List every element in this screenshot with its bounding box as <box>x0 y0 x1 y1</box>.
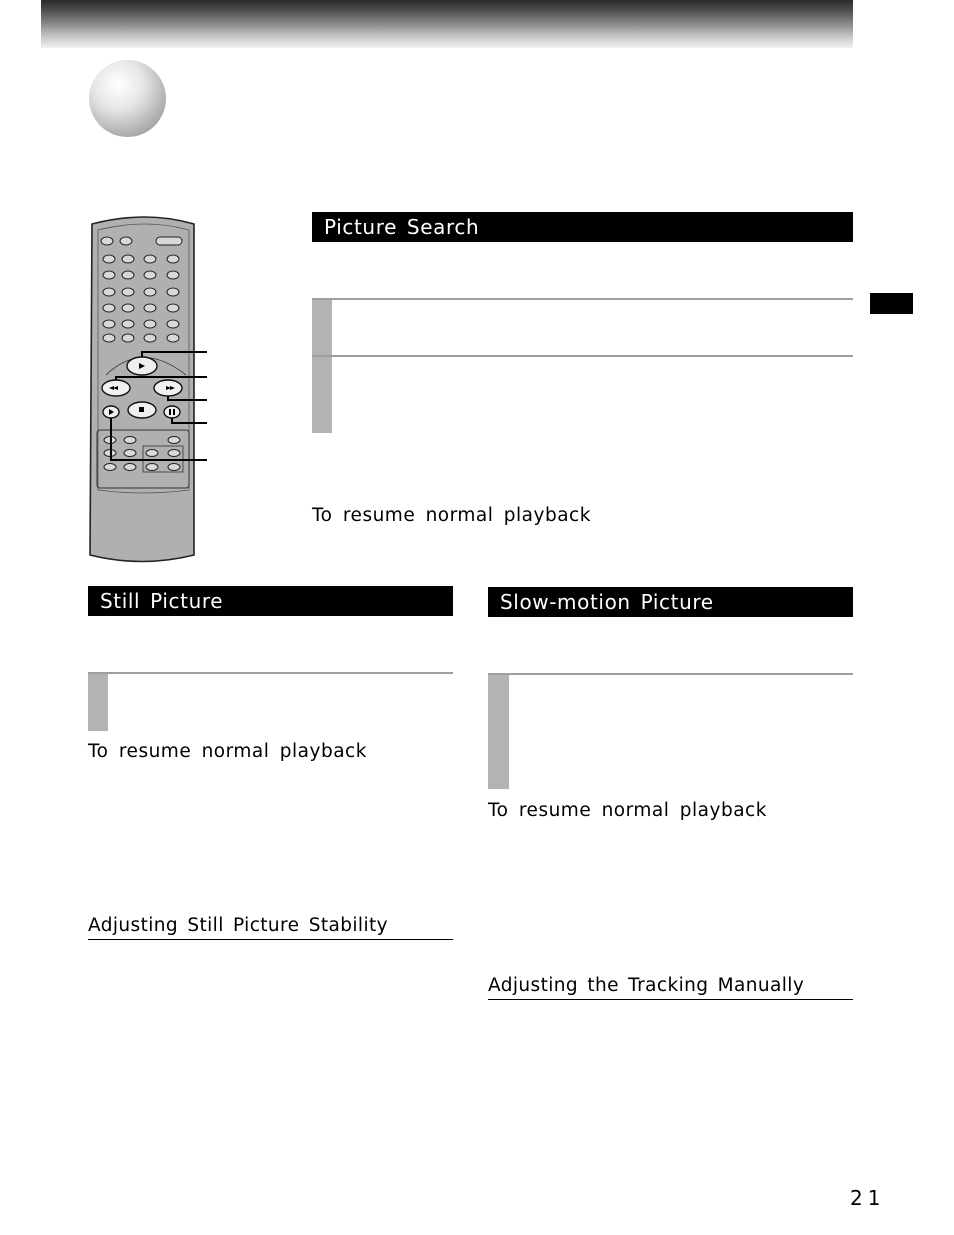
step-marker <box>312 300 332 355</box>
resume-playback-label: To resume normal playback <box>88 741 367 762</box>
resume-playback-label: To resume normal playback <box>488 800 767 821</box>
still-picture-heading: Still Picture <box>88 586 453 616</box>
step-divider <box>312 298 853 300</box>
step-marker <box>488 675 509 789</box>
still-stability-subheading: Adjusting Still Picture Stability <box>88 915 453 940</box>
picture-search-heading: Picture Search <box>312 212 853 242</box>
tracking-subheading: Adjusting the Tracking Manually <box>488 975 853 1000</box>
header-gradient-bar <box>41 0 853 48</box>
page-number: 21 <box>850 1186 886 1210</box>
step-marker <box>88 674 108 731</box>
step-divider <box>312 355 853 357</box>
step-divider <box>488 673 853 675</box>
section-side-tab <box>870 293 913 314</box>
step-divider <box>88 672 453 674</box>
chapter-sphere-icon <box>89 60 166 137</box>
resume-playback-label: To resume normal playback <box>312 505 591 526</box>
step-marker <box>312 357 332 433</box>
slow-motion-heading: Slow-motion Picture <box>488 587 853 617</box>
remote-control-icon <box>86 210 212 568</box>
